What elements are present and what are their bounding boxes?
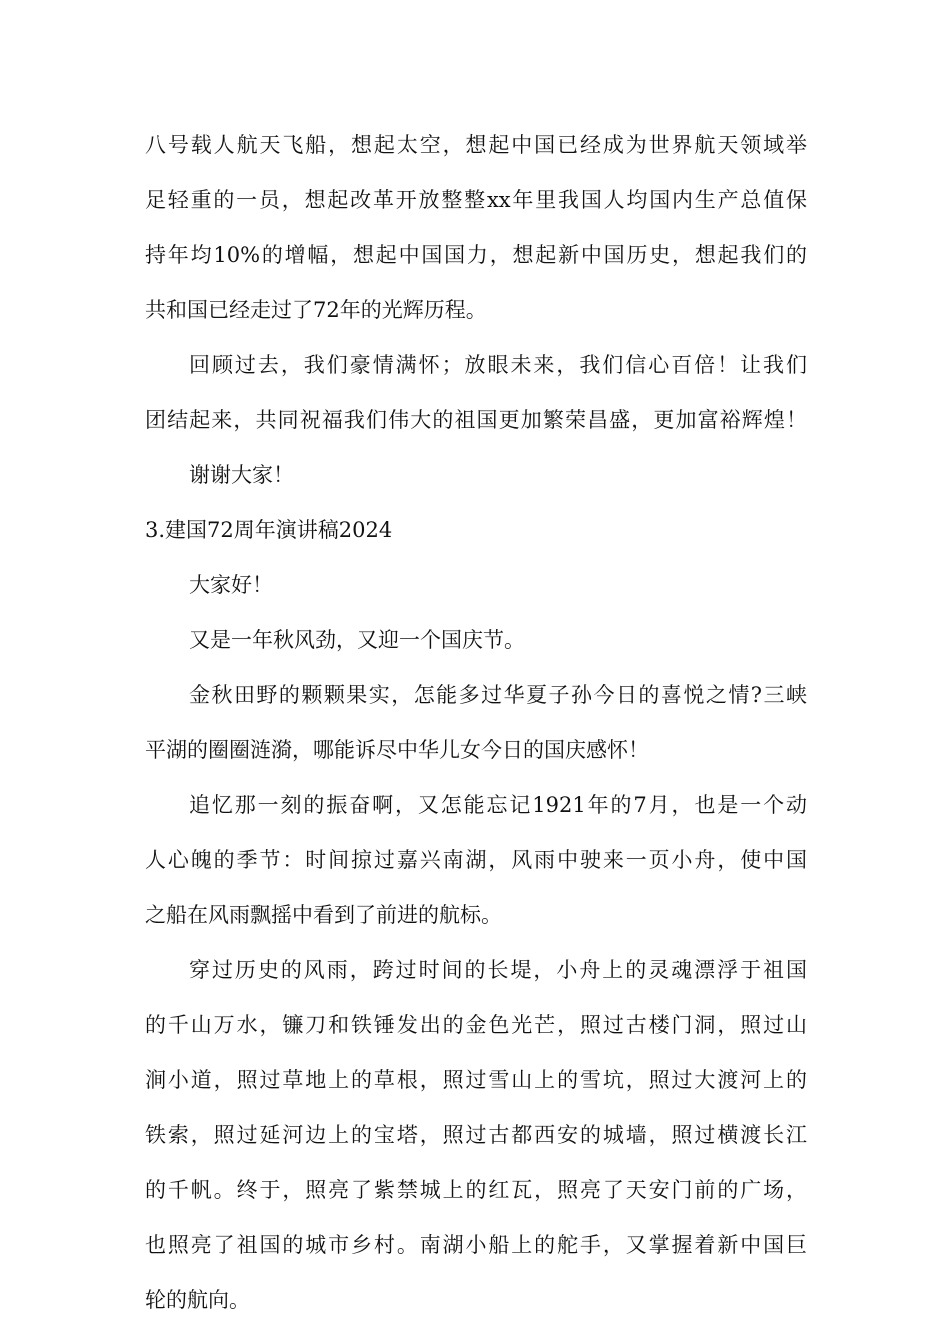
closing-line: 谢谢大家！	[189, 463, 294, 487]
text-line: 的千山万水，镰刀和铁锤发出的金色光芒，照过古楼门洞，照过山	[145, 1013, 807, 1037]
text-line: 持年均10%的增幅，想起中国国力，想起新中国历史，想起我们的	[145, 243, 807, 267]
text-line: 轮的航向。	[145, 1288, 250, 1312]
text-line: 团结起来，共同祝福我们伟大的祖国更加繁荣昌盛，更加富裕辉煌！	[145, 408, 807, 432]
text-line: 回顾过去，我们豪情满怀；放眼未来，我们信心百倍！让我们	[189, 353, 807, 377]
text-line: 金秋田野的颗颗果实，怎能多过华夏子孙今日的喜悦之情?三峡	[189, 683, 807, 707]
greeting-line: 大家好！	[189, 573, 273, 597]
text-line: 又是一年秋风劲，又迎一个国庆节。	[189, 628, 525, 652]
text-line: 平湖的圈圈涟漪，哪能诉尽中华儿女今日的国庆感怀！	[145, 738, 649, 762]
text-line: 铁索，照过延河边上的宝塔，照过古都西安的城墙，照过横渡长江	[145, 1123, 807, 1147]
text-line: 追忆那一刻的振奋啊，又怎能忘记1921年的7月，也是一个动	[189, 793, 807, 817]
text-line: 之船在风雨飘摇中看到了前进的航标。	[145, 903, 502, 927]
text-line: 人心魄的季节：时间掠过嘉兴南湖，风雨中驶来一页小舟，使中国	[145, 848, 807, 872]
text-line: 足轻重的一员，想起改革开放整整xx年里我国人均国内生产总值保	[145, 188, 807, 212]
text-line: 涧小道，照过草地上的草根，照过雪山上的雪坑，照过大渡河上的	[145, 1068, 807, 1092]
section-heading: 3.建国72周年演讲稿2024	[145, 518, 393, 542]
text-line: 的千帆。终于，照亮了紫禁城上的红瓦，照亮了天安门前的广场，	[145, 1178, 807, 1202]
text-line: 共和国已经走过了72年的光辉历程。	[145, 298, 487, 322]
text-line: 也照亮了祖国的城市乡村。南湖小船上的舵手，又掌握着新中国巨	[145, 1233, 807, 1257]
text-line: 穿过历史的风雨，跨过时间的长堤，小舟上的灵魂漂浮于祖国	[189, 958, 807, 982]
text-line: 八号载人航天飞船，想起太空，想起中国已经成为世界航天领域举	[145, 133, 807, 157]
